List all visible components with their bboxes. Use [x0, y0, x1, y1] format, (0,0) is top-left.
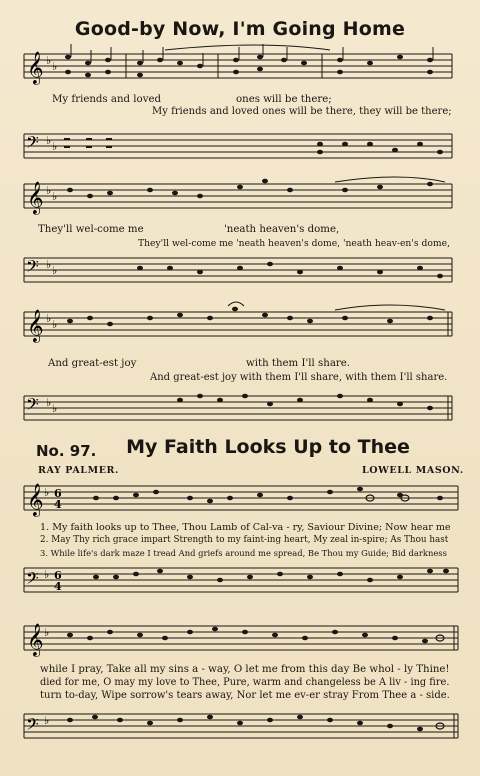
lyric-line: My friends and loved: [52, 94, 161, 105]
svg-text:♭: ♭: [46, 312, 52, 325]
svg-text:♭: ♭: [46, 134, 52, 147]
composer-credit: LOWELL MASON.: [362, 465, 464, 476]
lyric-line: with them I'll share.: [246, 358, 351, 369]
lyric-line: They'll wel-come me: [38, 224, 144, 235]
svg-text:♭: ♭: [52, 190, 58, 203]
svg-text:𝄢: 𝄢: [26, 714, 39, 738]
svg-text:♭: ♭: [44, 626, 50, 639]
svg-text:♭: ♭: [52, 402, 58, 415]
svg-text:♭: ♭: [44, 486, 50, 499]
svg-text:4: 4: [54, 580, 62, 593]
svg-text:𝄞: 𝄞: [27, 181, 44, 214]
svg-text:♭: ♭: [46, 184, 52, 197]
svg-text:6: 6: [54, 569, 62, 582]
hymn-title-good-by-now: Good-by Now, I'm Going Home: [74, 18, 406, 40]
svg-text:♭: ♭: [46, 54, 52, 67]
svg-text:𝄢: 𝄢: [26, 132, 39, 156]
lyric-line: My friends and loved ones will be there, they will be there;: [152, 106, 452, 117]
lyric-line: And great-est joy with them I'll share, with them I'll share.: [150, 372, 448, 383]
svg-text:♭: ♭: [44, 714, 50, 727]
lyric-line: ones will be there;: [236, 94, 332, 105]
svg-text:4: 4: [54, 498, 62, 511]
verse-2-line-2: died for me, O may my love to Thee, Pure, warm and changeless be A liv - ing fire.: [40, 677, 450, 688]
svg-text:𝄢: 𝄢: [26, 568, 39, 592]
svg-text:𝄞: 𝄞: [27, 483, 44, 516]
svg-text:♭: ♭: [52, 140, 58, 153]
svg-text:♭: ♭: [44, 568, 50, 581]
svg-text:6: 6: [54, 487, 62, 500]
author-credit: RAY PALMER.: [38, 465, 119, 476]
svg-text:♭: ♭: [46, 396, 52, 409]
verse-2-line-1: 2. May Thy rich grace impart Strength to my faint-ing heart, My zeal in-spire; As Thou hast: [40, 535, 449, 545]
svg-text:♭: ♭: [52, 318, 58, 331]
svg-text:♭: ♭: [52, 60, 58, 73]
svg-text:♭: ♭: [46, 258, 52, 271]
svg-text:♭: ♭: [52, 264, 58, 277]
lyric-line: And great-est joy: [48, 358, 137, 369]
svg-text:𝄞: 𝄞: [27, 51, 44, 84]
verse-3-line-2: turn to-day, Wipe sorrow's tears away, Nor let me ev-er stray From Thee a - side.: [40, 690, 450, 701]
verse-1-line-1: 1. My faith looks up to Thee, Thou Lamb of Cal-va - ry, Saviour Divine; Now hear me: [40, 522, 451, 533]
svg-text:𝄞: 𝄞: [27, 623, 44, 656]
hymn-title-my-faith: My Faith Looks Up to Thee: [126, 436, 410, 458]
lyric-line: 'neath heaven's dome,: [224, 224, 340, 235]
verse-3-line-1: 3. While life's dark maze I tread And griefs around me spread, Be Thou my Guide; Bid darkness: [40, 548, 447, 558]
hymn-number: No. 97.: [36, 442, 97, 460]
svg-text:𝄢: 𝄢: [26, 394, 39, 418]
svg-text:𝄞: 𝄞: [27, 309, 44, 342]
verse-1-line-2: while I pray, Take all my sins a - way, O let me from this day Be whol - ly Thine!: [40, 664, 450, 675]
svg-text:𝄢: 𝄢: [26, 256, 39, 280]
lyric-line: They'll wel-come me 'neath heaven's dome, 'neath heav-en's dome,: [138, 238, 450, 249]
